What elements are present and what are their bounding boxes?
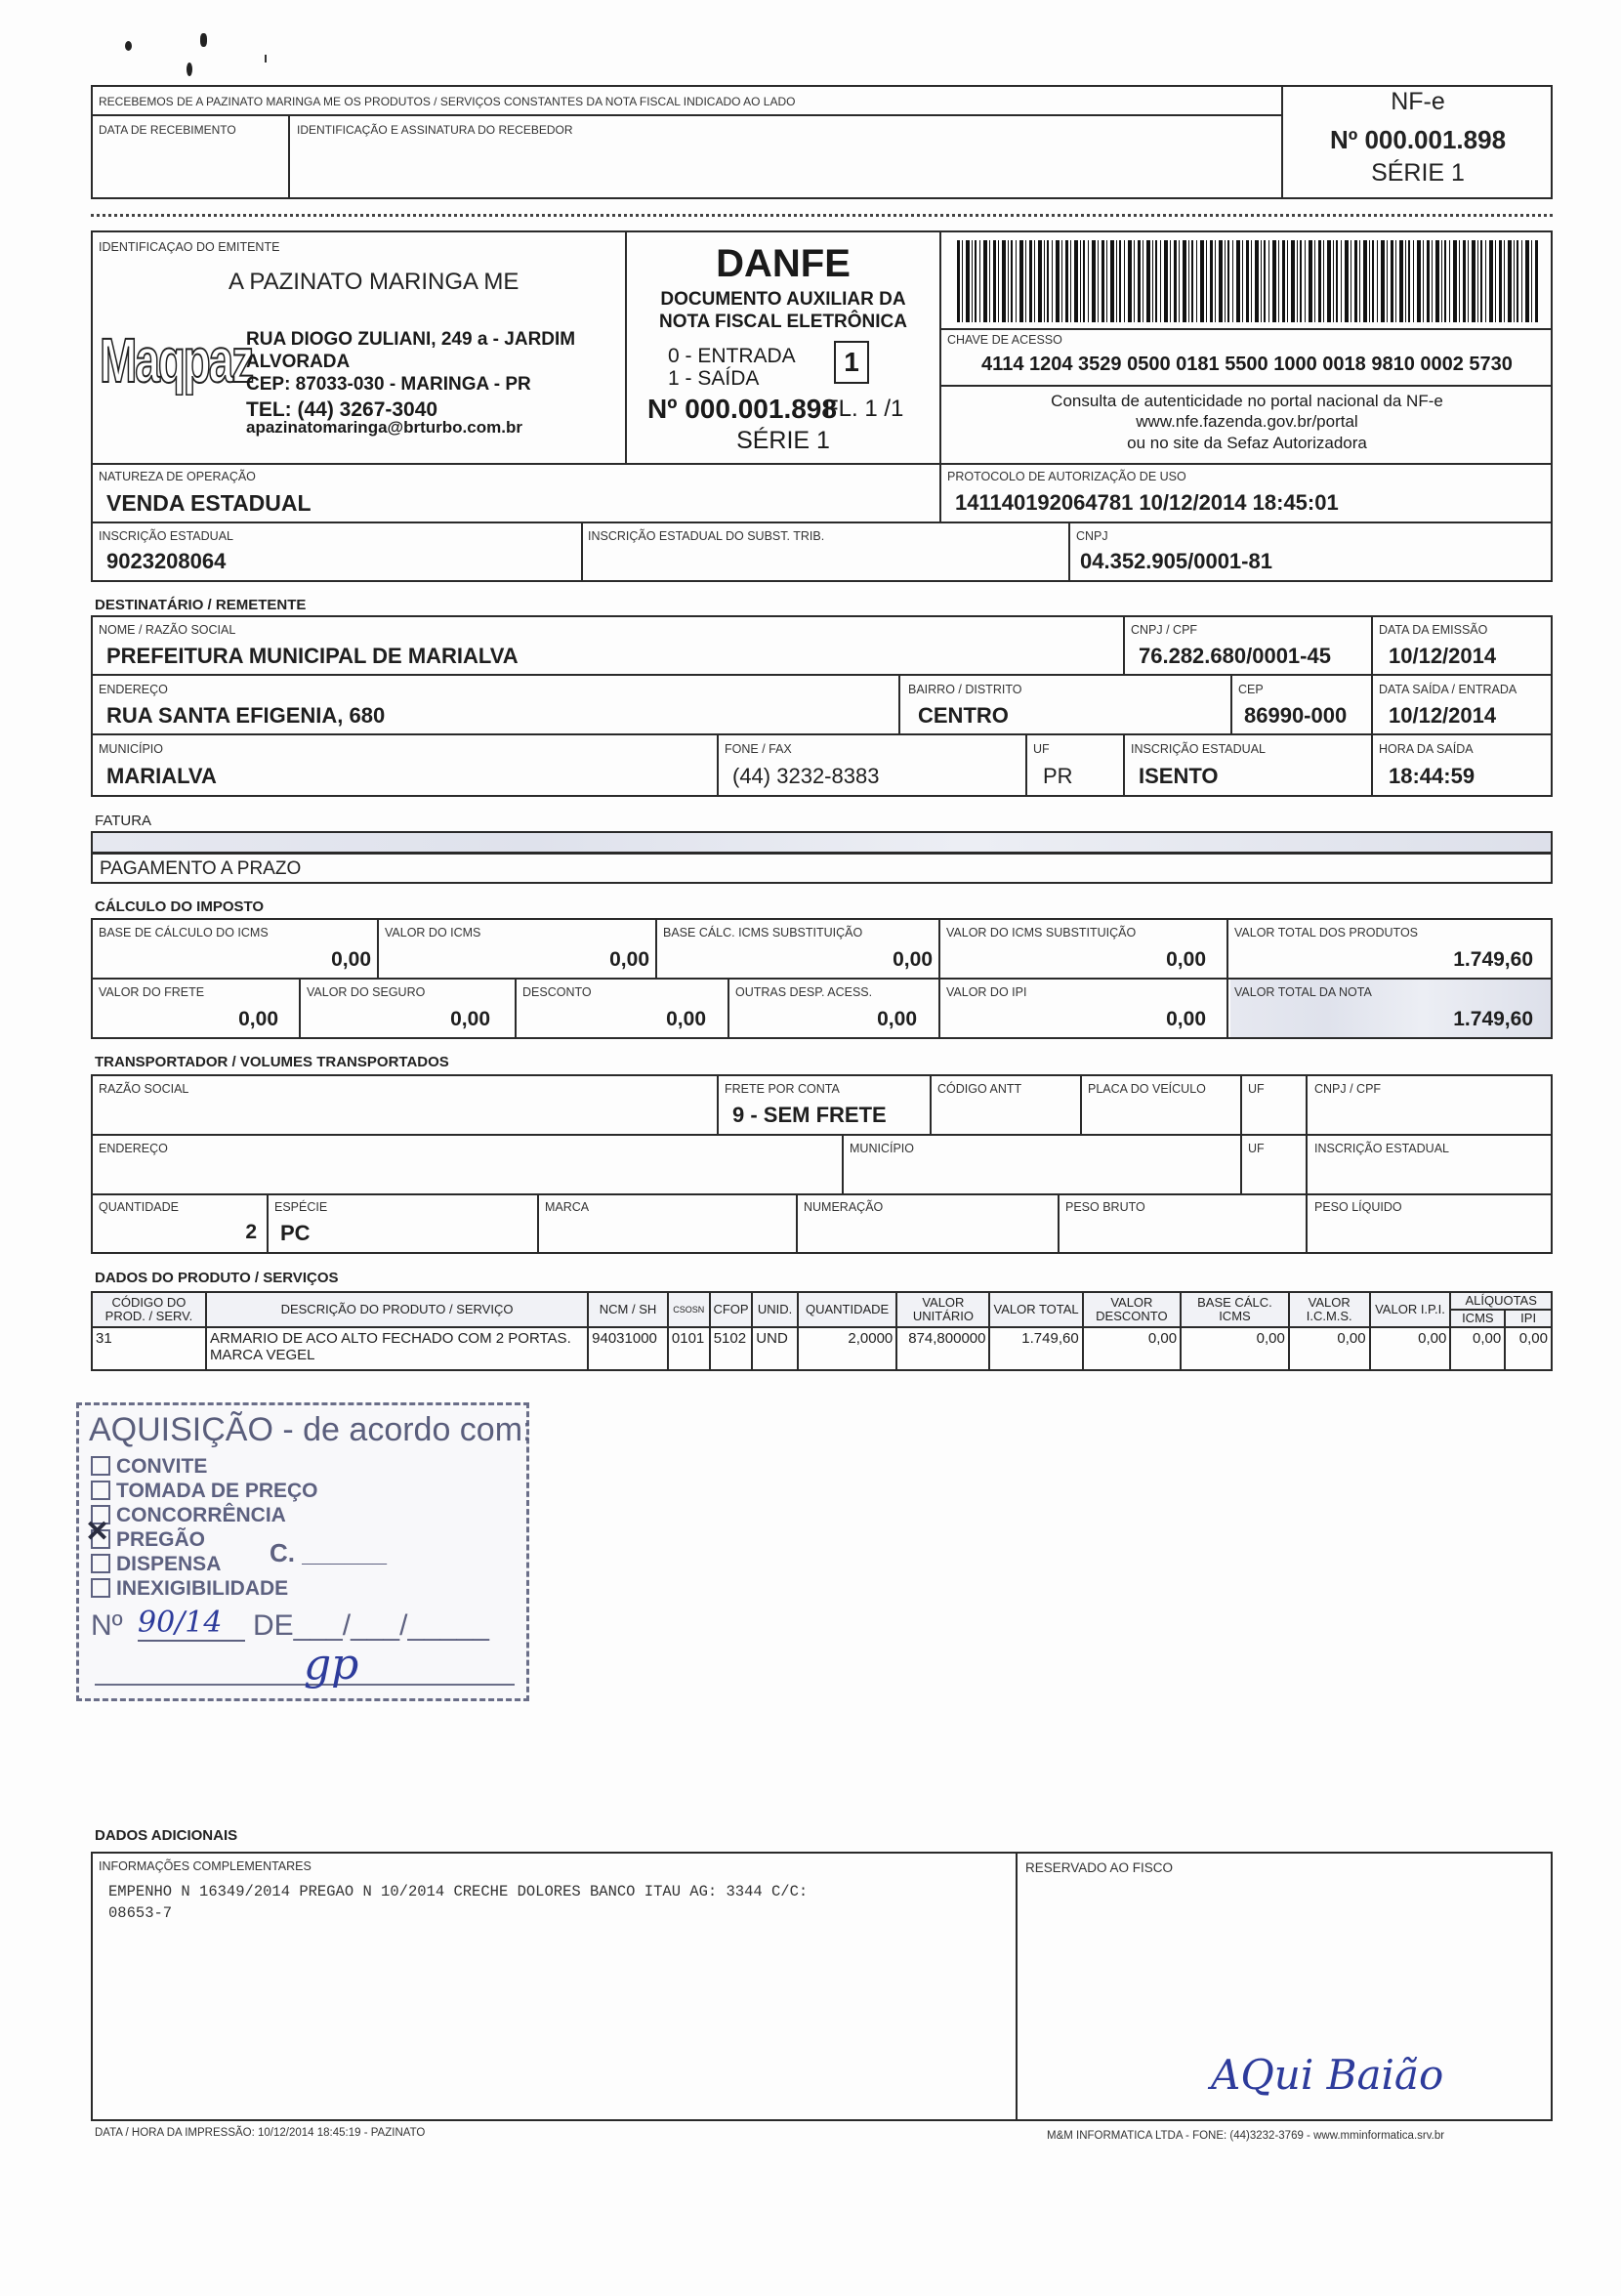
divider [1230,674,1232,734]
desconto-label: DESCONTO [522,985,592,999]
chave-value: 4114 1204 3529 0500 0181 5500 1000 0018 9810 0002 5730 [981,354,1513,375]
divider [939,230,941,523]
dest-ie: ISENTO [1139,764,1219,788]
divider [1123,733,1125,797]
valor-icms-value: 0,00 [609,948,649,971]
transp-numeracao-label: NUMERAÇÃO [804,1200,884,1214]
transp-placa-label: PLACA DO VEÍCULO [1088,1082,1206,1096]
emitente-endereco-l1: RUA DIOGO ZULIANI, 249 a - JARDIM [246,329,576,350]
outras-desp-label: OUTRAS DESP. ACESS. [735,985,873,999]
dest-bairro-label: BAIRRO / DISTRITO [908,683,1022,696]
emitente-email: apazinatomaringa@brturbo.com.br [246,418,522,437]
divider [91,1134,1553,1136]
divider [1371,615,1373,797]
stamp-rubrica: gp [304,1640,359,1690]
danfe-title: DANFE [716,242,851,285]
emitente-telefone: TEL: (44) 3267-3040 [246,398,438,421]
checkbox-icon [91,1554,110,1573]
fatura-box [91,831,1553,854]
seguro-value: 0,00 [450,1008,490,1030]
transp-marca-label: MARCA [545,1200,590,1214]
dest-saida-label: DATA SAÍDA / ENTRADA [1379,683,1517,696]
cell-valor-icms: 0,00 [1289,1327,1370,1370]
danfe-entrada: 0 - ENTRADA [668,345,796,367]
transp-endereco-label: ENDEREÇO [99,1142,168,1155]
transp-uf-label: UF [1248,1082,1265,1096]
transportador-section-label: TRANSPORTADOR / VOLUMES TRANSPORTADOS [95,1054,449,1070]
cell-valor-unitario: 874,800000 [896,1327,989,1370]
stamp-option-concorrencia: CONCORRÊNCIA [91,1505,286,1526]
danfe-tipo-box: 1 [834,341,869,384]
dest-endereco: RUA SANTA EFIGENIA, 680 [106,703,386,728]
cell-base-icms: 0,00 [1181,1327,1289,1370]
th-valor-total: VALOR TOTAL [989,1292,1082,1327]
divider [581,522,583,582]
nfe-label: NF-e [1391,88,1445,115]
divider [91,522,1553,523]
divider [1068,522,1070,582]
checkbox-icon [91,1456,110,1476]
ie-st-label: INSCRIÇÃO ESTADUAL DO SUBST. TRIB. [588,529,825,543]
stamp-option-dispensa: DISPENSA [91,1554,221,1575]
transp-ie-label: INSCRIÇÃO ESTADUAL [1314,1142,1449,1155]
divider [939,385,1553,387]
th-cfop: CFOP [710,1292,753,1327]
stamp-option-convite: CONVITE [91,1456,207,1478]
dest-nome: PREFEITURA MUNICIPAL DE MARIALVA [106,644,519,668]
divider [930,1074,932,1135]
dest-bairro: CENTRO [918,703,1009,728]
th-valor-icms: VALOR I.C.M.S. [1289,1292,1370,1327]
emitente-section-label: IDENTIFICAÇAO DO EMITENTE [99,240,280,254]
danfe-subtitle-l1: DOCUMENTO AUXILIAR DA [660,289,906,310]
th-aliq-ipi: IPI [1505,1310,1552,1327]
natureza-label: NATUREZA DE OPERAÇÃO [99,470,256,483]
divider [1080,1074,1082,1135]
divider [91,463,1553,465]
divider [377,918,379,979]
th-aliquotas: ALÍQUOTAS [1450,1292,1552,1310]
transp-quantidade-value: 2 [245,1221,257,1243]
total-produtos-value: 1.749,60 [1453,948,1533,971]
nfe-numero: Nº 000.001.898 [1329,125,1507,154]
th-aliq-icms: ICMS [1450,1310,1505,1327]
cell-valor-ipi: 0,00 [1370,1327,1451,1370]
th-base-icms: BASE CÁLC. ICMS [1181,1292,1289,1327]
stamp-data-field: DE___/___/_____ [253,1609,489,1642]
nfe-serie: SÉRIE 1 [1371,159,1465,187]
transp-peso-liquido-label: PESO LÍQUIDO [1314,1200,1402,1214]
checkbox-icon [91,1578,110,1598]
transp-razao-label: RAZÃO SOCIAL [99,1082,189,1096]
stamp-numero-value: 90/14 [138,1606,245,1642]
cell-unid: UND [752,1327,798,1370]
ipi-label: VALOR DO IPI [946,985,1027,999]
cell-quantidade: 2,0000 [798,1327,896,1370]
consulta-l1: Consulta de autenticidade no portal nacional da NF-e [1051,392,1443,410]
impressao-footer: DATA / HORA DA IMPRESSÃO: 10/12/2014 18:45:19 - PAZINATO [95,2127,426,2139]
cell-codigo: 31 [92,1327,206,1370]
cnpj-label: CNPJ [1076,529,1108,543]
emitente-logo: Maqpaz [100,325,253,396]
transp-quantidade-label: QUANTIDADE [99,1200,179,1214]
transp-especie-label: ESPÉCIE [274,1200,328,1214]
valor-icms-st-value: 0,00 [1166,948,1206,971]
dest-cnpj-label: CNPJ / CPF [1131,623,1198,637]
dest-fone-label: FONE / FAX [725,742,792,756]
divider [91,1193,1553,1195]
total-produtos-label: VALOR TOTAL DOS PRODUTOS [1234,926,1419,939]
stamp-option-tomada-preco: TOMADA DE PREÇO [91,1481,318,1502]
recebemos-text: RECEBEMOS DE A PAZINATO MARINGA ME OS PRODUTOS / SERVIÇOS CONSTANTES DA NOTA FISCAL INDICADO AO LADO [99,95,796,108]
danfe-folha: FL. 1 /1 [824,396,904,422]
divider [717,1074,719,1135]
th-valor-ipi: VALOR I.P.I. [1370,1292,1451,1327]
th-codigo: CÓDIGO DO PROD. / SERV. [92,1292,206,1327]
outras-desp-value: 0,00 [877,1008,917,1030]
divider [91,114,1282,116]
scan-mark [200,33,207,47]
divider [1306,1074,1308,1254]
dest-uf-label: UF [1033,742,1050,756]
danfe-numero: Nº 000.001.898 [647,394,837,424]
dest-emissao: 10/12/2014 [1389,644,1497,668]
divider [898,674,900,734]
cnpj-value: 04.352.905/0001-81 [1080,549,1272,573]
divider [267,1193,269,1254]
valor-icms-label: VALOR DO ICMS [385,926,481,939]
checkbox-icon [91,1481,110,1500]
consulta-l3: ou no site da Sefaz Autorizadora [1127,434,1367,452]
produtos-section-label: DADOS DO PRODUTO / SERVIÇOS [95,1270,339,1286]
info-complementares-l1: EMPENHO N 16349/2014 PREGAO N 10/2014 CRECHE DOLORES BANCO ITAU AG: 3344 C/C: [108,1883,809,1900]
seguro-label: VALOR DO SEGURO [307,985,426,999]
divider [717,733,719,797]
pagamento-box [91,853,1553,884]
checkbox-checked-icon [91,1529,110,1549]
dest-cep-label: CEP [1238,683,1264,696]
ie-label: INSCRIÇÃO ESTADUAL [99,529,233,543]
chave-label: CHAVE DE ACESSO [947,333,1062,347]
dest-hora: 18:44:59 [1389,764,1476,788]
consulta-l2: www.nfe.fazenda.gov.br/portal [1136,412,1358,431]
divider [939,328,1553,330]
divider [1123,615,1125,675]
divider [1016,1852,1018,2121]
stamp-numero-label: Nº [91,1609,123,1642]
info-complementares-label: INFORMAÇÕES COMPLEMENTARES [99,1859,312,1873]
fatura-section-label: FATURA [95,813,152,829]
divider [1240,1074,1242,1193]
divider [1058,1193,1060,1254]
software-footer: M&M INFORMATICA LTDA - FONE: (44)3232-3769 - www.mminformatica.srv.br [1047,2130,1445,2142]
cell-descricao: ARMARIO DE ACO ALTO FECHADO COM 2 PORTAS. MARCA VEGEL [206,1327,588,1370]
base-icms-st-label: BASE CÁLC. ICMS SUBSTITUIÇÃO [663,926,863,939]
dest-nome-label: NOME / RAZÃO SOCIAL [99,623,236,637]
danfe-saida: 1 - SAÍDA [668,367,760,390]
base-icms-label: BASE DE CÁLCULO DO ICMS [99,926,269,939]
divider [727,978,729,1039]
th-descricao: DESCRIÇÃO DO PRODUTO / SERVIÇO [206,1292,588,1327]
emitente-endereco-l2: ALVORADA [246,352,351,372]
dest-hora-label: HORA DA SAÍDA [1379,742,1474,756]
data-recebimento-label: DATA DE RECEBIMENTO [99,123,236,137]
transp-uf2-label: UF [1248,1142,1265,1155]
signature: AQui Baião [1211,2051,1444,2099]
base-icms-value: 0,00 [331,948,371,971]
dest-uf: PR [1043,764,1073,788]
dest-cnpj: 76.282.680/0001-45 [1139,644,1331,668]
transp-antt-label: CÓDIGO ANTT [937,1082,1022,1096]
dest-emissao-label: DATA DA EMISSÃO [1379,623,1488,637]
protocolo-label: PROTOCOLO DE AUTORIZAÇÃO DE USO [947,470,1186,483]
emitente-nome: A PAZINATO MARINGA ME [229,269,520,295]
stamp-title: AQUISIÇÃO - de acordo com: [89,1411,532,1448]
transp-municipio-label: MUNICÍPIO [850,1142,914,1155]
dest-endereco-label: ENDEREÇO [99,683,168,696]
divider [537,1193,539,1254]
identificacao-recebedor-label: IDENTIFICAÇÃO E ASSINATURA DO RECEBEDOR [297,123,573,137]
divider [515,978,517,1039]
reservado-fisco-label: RESERVADO AO FISCO [1025,1860,1174,1875]
th-unid: UNID. [752,1292,798,1327]
divider [938,918,940,1039]
base-icms-st-value: 0,00 [893,948,933,971]
frete-label: VALOR DO FRETE [99,985,205,999]
total-nota-label: VALOR TOTAL DA NOTA [1234,985,1372,999]
divider [1226,918,1228,1039]
emitente-cep: CEP: 87033-030 - MARINGA - PR [246,374,531,395]
transp-especie-value: PC [280,1221,311,1245]
stamp-option-pregao: ✕PREGÃO [91,1529,205,1551]
divider [1025,733,1027,797]
dest-ie-label: INSCRIÇÃO ESTADUAL [1131,742,1266,756]
desconto-value: 0,00 [666,1008,706,1030]
cell-valor-desconto: 0,00 [1083,1327,1181,1370]
ie-value: 9023208064 [106,549,227,573]
divider [655,918,657,979]
cell-aliq-icms: 0,00 [1450,1327,1505,1370]
th-ncm: NCM / SH [588,1292,668,1327]
th-csosn: CSOSN [668,1292,710,1327]
divider [299,978,301,1039]
valor-icms-st-label: VALOR DO ICMS SUBSTITUIÇÃO [946,926,1137,939]
divider [842,1134,844,1194]
adicionais-section-label: DADOS ADICIONAIS [95,1827,238,1844]
produtos-table [91,1291,1553,1371]
cell-csosn: 0101 [668,1327,710,1370]
pagamento-value: PAGAMENTO A PRAZO [100,858,302,879]
scan-mark [125,41,132,51]
cell-ncm: 94031000 [588,1327,668,1370]
divider [91,978,1553,980]
stamp-c-field: C. ______ [270,1538,387,1567]
divider [91,674,1553,676]
frete-value: 0,00 [238,1008,278,1030]
th-valor-desconto: VALOR DESCONTO [1083,1292,1181,1327]
dest-municipio-label: MUNICÍPIO [99,742,163,756]
aquisicao-stamp [76,1402,532,1701]
barcode [957,240,1538,322]
natureza-value: VENDA ESTADUAL [106,490,312,516]
table-row [92,1327,1552,1370]
stamp-option-inexigibilidade: INEXIGIBILIDADE [91,1578,288,1600]
dest-municipio: MARIALVA [106,764,217,788]
cell-valor-total: 1.749,60 [989,1327,1082,1370]
danfe-serie: SÉRIE 1 [736,427,830,454]
transp-peso-bruto-label: PESO BRUTO [1065,1200,1145,1214]
total-nota-value: 1.749,60 [1453,1008,1533,1030]
transp-cnpj-label: CNPJ / CPF [1314,1082,1382,1096]
transp-frete-label: FRETE POR CONTA [725,1082,840,1096]
cut-line [91,214,1553,217]
destinatario-section-label: DESTINATÁRIO / REMETENTE [95,597,307,613]
divider [796,1193,798,1254]
scan-mark [265,55,267,63]
th-quantidade: QUANTIDADE [798,1292,896,1327]
dest-fone: (44) 3232-8383 [732,764,880,788]
imposto-section-label: CÁLCULO DO IMPOSTO [95,898,265,915]
ipi-value: 0,00 [1166,1008,1206,1030]
danfe-subtitle-l2: NOTA FISCAL ELETRÔNICA [658,312,908,332]
dest-saida: 10/12/2014 [1389,703,1497,728]
th-valor-unitario: VALOR UNITÁRIO [896,1292,989,1327]
dest-cep: 86990-000 [1244,703,1348,728]
divider [288,114,290,199]
info-complementares-l2: 08653-7 [108,1904,173,1922]
scan-mark [187,63,192,76]
cell-cfop: 5102 [710,1327,753,1370]
divider [91,733,1553,735]
protocolo-value: 141140192064781 10/12/2014 18:45:01 [955,490,1339,515]
cell-aliq-ipi: 0,00 [1505,1327,1552,1370]
transp-frete-value: 9 - SEM FRETE [732,1103,887,1127]
